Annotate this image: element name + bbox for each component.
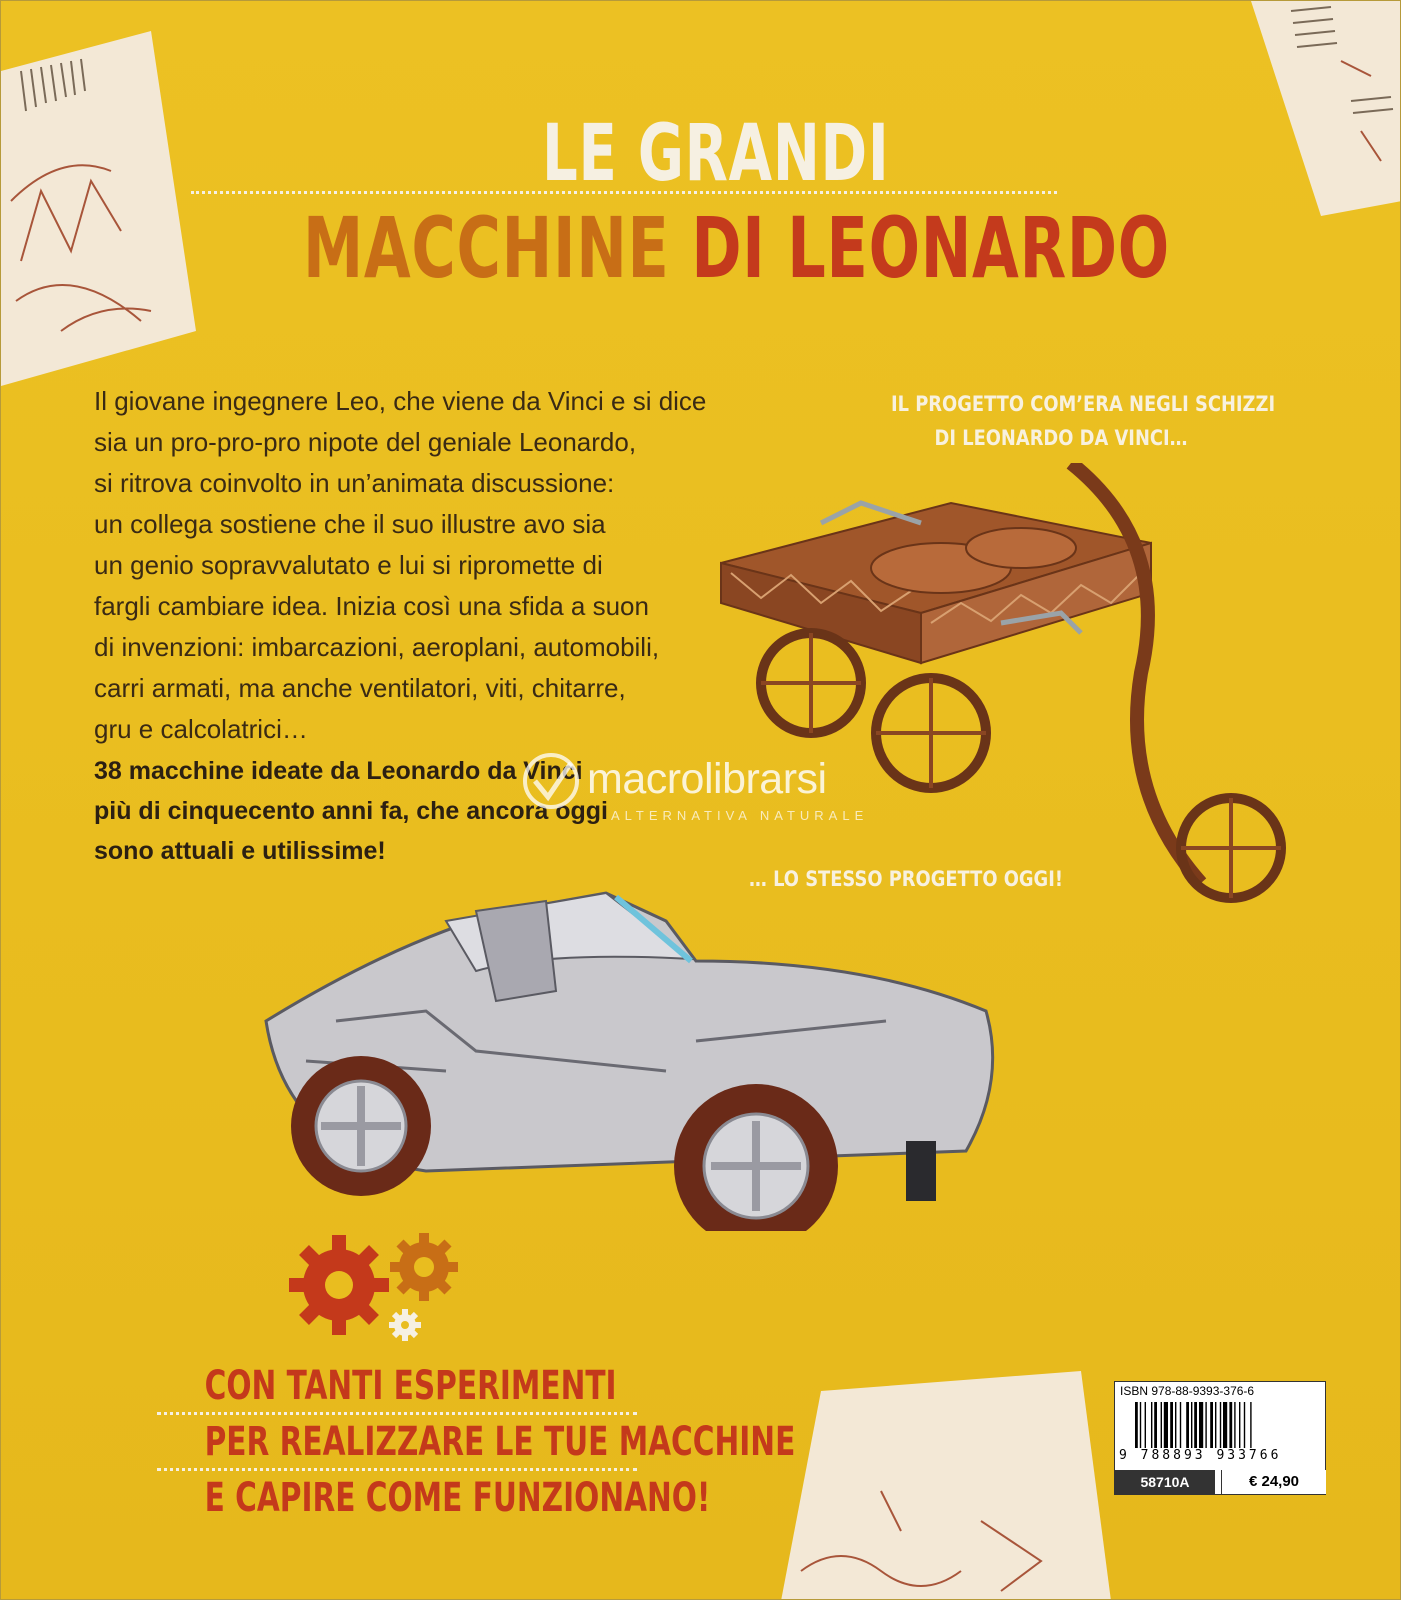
caption-sketch-line-1: IL PROGETTO COM’ERA NEGLI SCHIZZI — [891, 392, 1276, 416]
sketch-paper-bottom — [781, 1371, 1111, 1600]
cta-divider — [157, 1412, 637, 1415]
barcode-bar — [1161, 1402, 1162, 1448]
title-di-leonardo: DI LEONARDO — [691, 199, 1170, 297]
caption-sketch — [861, 387, 1276, 455]
barcode-bar — [1151, 1402, 1152, 1448]
barcode-bars — [1135, 1402, 1305, 1448]
barcode-bar — [1170, 1402, 1173, 1448]
watermark-tagline: ALTERNATIVA NATURALE — [611, 808, 869, 823]
title-divider — [191, 191, 1057, 194]
modern-car-illustration — [246, 881, 1006, 1231]
barcode-bar — [1239, 1402, 1240, 1448]
price-tag: € 24,90 — [1221, 1470, 1326, 1494]
description — [94, 381, 774, 750]
title-macchine: MACCHINE — [303, 199, 670, 297]
barcode-bar — [1186, 1402, 1189, 1448]
description-paragraph: Il giovane ingegnere Leo, che viene da Vinci e si dice sia un pro-pro-pro nipote del geniale Leonardo, si ritrova coinvolto in un’animata discussione: un collega sostiene che il suo illustre avo sia un genio sopravvalutato e lui si ripromette di fargli cambiare idea. Inizia così una sfida a suon di invenzioni: imbarcazioni, aeroplani, automobili, carri armati, ma anche ventilatori, viti, chitarre, gru e calcolatrici… — [94, 386, 707, 744]
cta-line-2: PER REALIZZARE LE TUE MACCHINE — [204, 1419, 796, 1465]
cta-line-3: E CAPIRE COME FUNZIONANO! — [204, 1475, 711, 1521]
barcode-box — [1114, 1381, 1326, 1495]
cta-block — [137, 1361, 796, 1523]
barcode-bar — [1205, 1402, 1206, 1448]
barcode-bar — [1175, 1402, 1176, 1448]
caption-today: … LO STESSO PROGETTO OGGI! — [749, 867, 1063, 891]
sketch-paper-top-left — [1, 1, 221, 391]
gears-icon — [289, 1225, 469, 1355]
barcode-bar — [1145, 1402, 1146, 1448]
barcode-bar — [1135, 1402, 1138, 1448]
watermark-brand: macrolibrarsi — [587, 755, 827, 803]
barcode-bar — [1191, 1402, 1192, 1448]
cta-line-1: CON TANTI ESPERIMENTI — [204, 1363, 617, 1409]
barcode-bar — [1234, 1402, 1235, 1448]
barcode-bar — [1210, 1402, 1213, 1448]
sketch-paper-top-right — [1231, 1, 1401, 231]
title-line-1: LE GRANDI — [542, 109, 890, 199]
barcode-bar — [1199, 1402, 1203, 1448]
wooden-cart-illustration — [701, 463, 1291, 913]
isbn-text: ISBN 978-88-9393-376-6 — [1120, 1384, 1255, 1398]
product-code: 58710A — [1115, 1470, 1215, 1494]
barcode-bar — [1244, 1402, 1245, 1448]
barcode-bar — [1140, 1402, 1141, 1448]
barcode-bar — [1164, 1402, 1168, 1448]
barcode-bar — [1194, 1402, 1197, 1448]
barcode-bar — [1220, 1402, 1221, 1448]
watermark-check-icon — [521, 749, 581, 819]
barcode-bar — [1154, 1402, 1157, 1448]
title-line-2 — [303, 199, 1170, 297]
barcode-bar — [1250, 1402, 1251, 1448]
barcode-bar — [1180, 1402, 1181, 1448]
barcode-bar — [1223, 1402, 1227, 1448]
barcode-bar — [1215, 1402, 1216, 1448]
cta-divider — [157, 1468, 637, 1471]
caption-sketch-line-2: DI LEONARDO DA VINCI… — [934, 426, 1188, 450]
barcode-bar — [1229, 1402, 1232, 1448]
barcode-digits: 9 788893 933766 — [1119, 1448, 1282, 1463]
highlight-text: 38 macchine ideate da Leonardo da Vinci più di cinquecento anni fa, che ancora oggi sono attuali e utilissime! — [94, 757, 608, 865]
